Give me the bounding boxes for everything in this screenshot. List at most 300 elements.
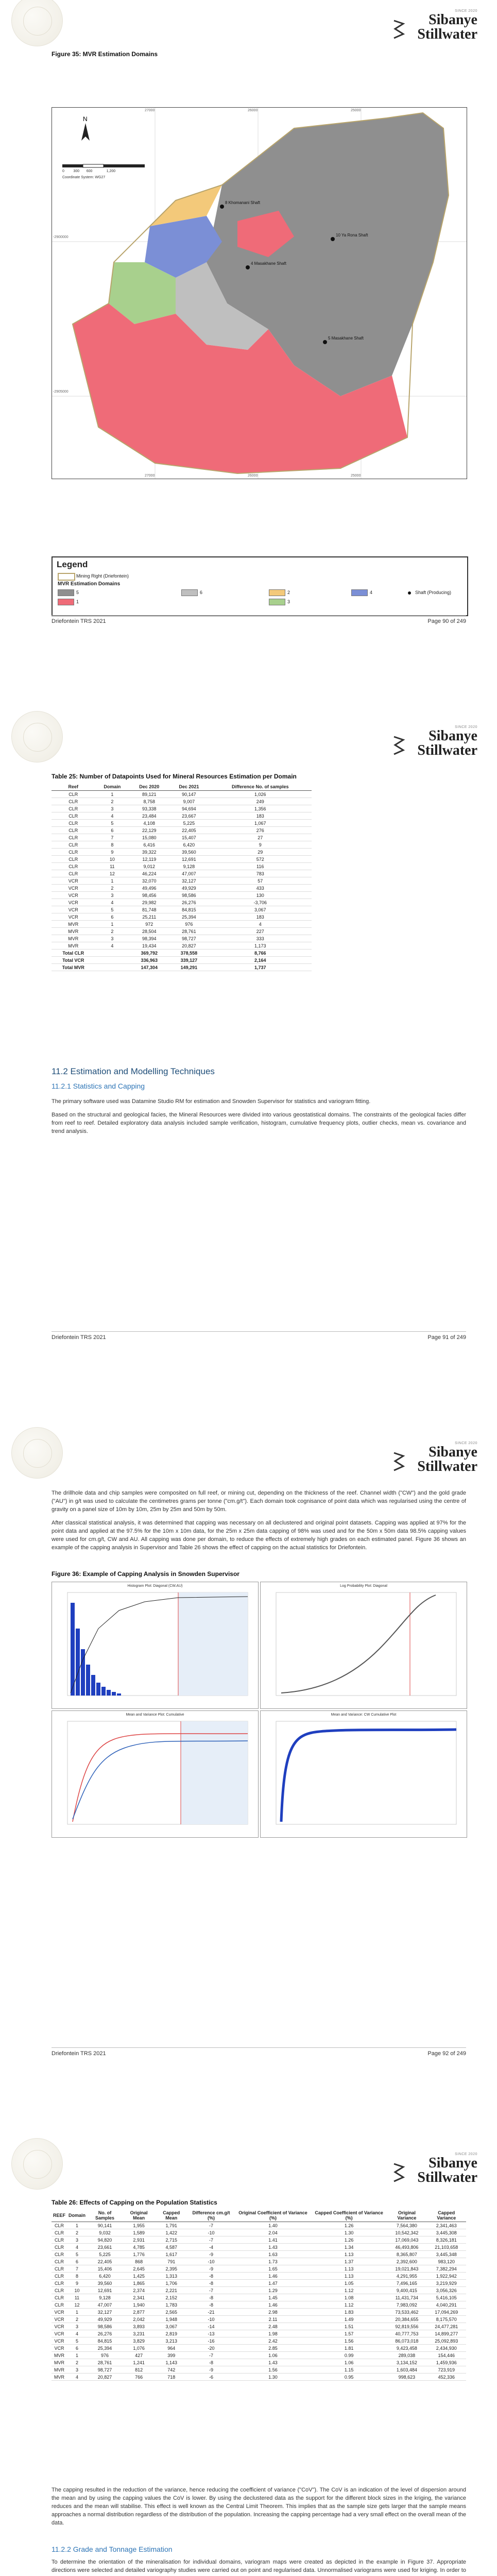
table-cell: 4	[67, 2244, 87, 2251]
table-row	[52, 834, 312, 841]
table-cell: 12,691	[169, 856, 209, 863]
mean-variance-canvas	[52, 1711, 258, 1837]
mean-variance-plot: Mean and Variance Plot: Cumulative	[52, 1710, 259, 1838]
table-cell: 3	[67, 2366, 87, 2374]
table-row	[52, 2359, 466, 2366]
table-row	[52, 2258, 466, 2265]
table-cell: 1.29	[235, 2287, 311, 2294]
table-cell: CLR	[52, 820, 95, 827]
legend-item-1: 1	[76, 599, 79, 604]
table-row	[52, 820, 312, 827]
figure-35-title: Figure 35: MVR Estimation Domains	[52, 50, 158, 58]
table-cell: 1.15	[311, 2366, 387, 2374]
table-cell: -9	[187, 2251, 235, 2258]
table-cell: 32,070	[129, 877, 169, 885]
table-cell: 742	[155, 2366, 187, 2374]
table-cell: 1.30	[235, 2374, 311, 2381]
table-cell: 6	[67, 2345, 87, 2352]
column-header: Capped Mean	[155, 2209, 187, 2222]
table-cell: CLR	[52, 2301, 67, 2309]
table-cell: 5	[95, 906, 129, 913]
table-cell: 2,341,463	[427, 2222, 466, 2229]
table-row	[52, 899, 312, 906]
table-cell: 336,963	[129, 957, 169, 964]
table-cell: 15,406	[87, 2265, 123, 2273]
table-cell: 868	[123, 2258, 156, 2265]
table-cell: 2.11	[235, 2316, 311, 2323]
table-cell: 3,067	[209, 906, 312, 913]
table-cell: CLR	[52, 2251, 67, 2258]
table-cell: VCR	[52, 877, 95, 885]
table-cell: 17,094,269	[427, 2309, 466, 2316]
table-cell: 84,815	[87, 2337, 123, 2345]
table-cell: 6,420	[87, 2273, 123, 2280]
table-cell: 98,727	[87, 2366, 123, 2374]
table-cell: 1,026	[209, 791, 312, 798]
map-legend	[52, 556, 468, 616]
table-cell: 1,706	[155, 2280, 187, 2287]
table-cell: 20,827	[169, 942, 209, 950]
table-cell: 4,040,291	[427, 2301, 466, 2309]
grid-label-left-2: -2905000	[53, 390, 68, 394]
shaft-label-2: 10 Ya Rona Shaft	[336, 233, 368, 238]
table-row	[52, 2273, 466, 2280]
table-cell: CLR	[52, 856, 95, 863]
table-cell: VCR	[52, 913, 95, 921]
table-cell: 227	[209, 928, 312, 935]
page-93	[0, 2143, 497, 2576]
table-row	[52, 856, 312, 863]
table-cell: 572	[209, 856, 312, 863]
legend-shaft-label: Shaft (Producing)	[415, 590, 452, 595]
table-cell: 1.41	[235, 2236, 311, 2244]
table-cell: 2	[67, 2316, 87, 2323]
table-cell: Total VCR	[52, 957, 95, 964]
legend-title: Legend	[57, 560, 88, 569]
table-row	[52, 2374, 466, 2381]
table-cell: 29,982	[129, 899, 169, 906]
table-cell: 1.06	[311, 2359, 387, 2366]
table-cell: 972	[129, 921, 169, 928]
table-cell: 1.73	[235, 2258, 311, 2265]
legend-swatch-6	[181, 589, 198, 596]
table-cell: 1,922,942	[427, 2273, 466, 2280]
table-cell: 11	[95, 863, 129, 870]
logo-tagline: SINCE 2020	[455, 9, 477, 13]
map-canvas	[52, 108, 467, 479]
table-cell: 5,225	[169, 820, 209, 827]
table-cell: 4,291,955	[387, 2273, 426, 2280]
table-cell: 47,007	[87, 2301, 123, 2309]
table-cell: -7	[187, 2222, 235, 2229]
table-cell: 2,341	[123, 2294, 156, 2301]
table-row	[52, 2345, 466, 2352]
table-cell: -16	[187, 2337, 235, 2345]
logo-mark-icon	[392, 2160, 405, 2184]
total-row	[52, 957, 312, 964]
table-row	[52, 2330, 466, 2337]
table-cell: 7,564,380	[387, 2222, 426, 2229]
table-cell: 2	[95, 928, 129, 935]
table-cell: CLR	[52, 805, 95, 812]
table-cell: -7	[187, 2287, 235, 2294]
grid-label-bottom-3: 25000	[351, 474, 361, 478]
table-cell: 1,603,484	[387, 2366, 426, 2374]
table-cell: 130	[209, 892, 312, 899]
table-cell: 1.13	[311, 2265, 387, 2273]
table-cell: -7	[187, 2352, 235, 2359]
table-cell: 25,394	[87, 2345, 123, 2352]
table-cell: 46,493,806	[387, 2244, 426, 2251]
table-cell: 25,211	[129, 913, 169, 921]
table-cell: 1.37	[311, 2258, 387, 2265]
table-cell: 4,785	[123, 2244, 156, 2251]
table-row	[52, 928, 312, 935]
table-cell: -9	[187, 2265, 235, 2273]
legend-item-4: 4	[370, 590, 373, 595]
table-cell: 369,792	[129, 950, 169, 957]
capping-results-text	[52, 2486, 466, 2532]
table-cell: 1	[95, 921, 129, 928]
table-cell: 46,224	[129, 870, 169, 877]
table-cell: 289,038	[387, 2352, 426, 2359]
paragraph: The primary software used was Datamine Studio RM for estimation and Snowden Supervisor for statistics and variogram fitting.	[52, 1098, 371, 1105]
column-header: Difference No. of samples	[209, 783, 312, 791]
table-cell: 1,737	[209, 964, 312, 971]
table-26-title: Table 26: Effects of Capping on the Population Statistics	[52, 2199, 217, 2206]
table-row	[52, 2236, 466, 2244]
table-cell: 3	[95, 935, 129, 942]
table-cell: 8,758	[129, 798, 169, 805]
table-cell: 1.12	[311, 2287, 387, 2294]
table-cell: 2.98	[235, 2309, 311, 2316]
table-cell: 154,446	[427, 2352, 466, 2359]
table-cell: 4	[209, 921, 312, 928]
subsection-11-2-2-heading: 11.2.2 Grade and Tonnage Estimation	[52, 2545, 173, 2553]
table-row	[52, 913, 312, 921]
table-cell: 1.05	[311, 2280, 387, 2287]
table-row	[52, 812, 312, 820]
figure-36-title: Figure 36: Example of Capping Analysis in Snowden Supervisor	[52, 1570, 239, 1578]
table-row	[52, 2251, 466, 2258]
table-cell: 1.98	[235, 2330, 311, 2337]
table-cell: MVR	[52, 2359, 67, 2366]
table-cell: 86,073,018	[387, 2337, 426, 2345]
table-cell: 249	[209, 798, 312, 805]
table-row	[52, 2222, 466, 2229]
logo-watermark	[11, 1427, 63, 1479]
table-cell: 1.57	[311, 2330, 387, 2337]
table-row	[52, 885, 312, 892]
table-cell: 1	[67, 2222, 87, 2229]
table-cell: 89,121	[129, 791, 169, 798]
table-cell: 12,691	[87, 2287, 123, 2294]
table-cell: MVR	[52, 2374, 67, 2381]
table-row	[52, 2294, 466, 2301]
table-cell: 378,558	[169, 950, 209, 957]
table-cell: 81,748	[129, 906, 169, 913]
column-header: Dec 2020	[129, 783, 169, 791]
table-cell: 3	[67, 2236, 87, 2244]
table-cell: 3,219,929	[427, 2280, 466, 2287]
table-cell: 1.26	[311, 2222, 387, 2229]
table-cell: 20,384,655	[387, 2316, 426, 2323]
table-cell: 2,221	[155, 2287, 187, 2294]
table-cell: VCR	[52, 906, 95, 913]
histogram-canvas	[52, 1582, 258, 1708]
table-cell: -14	[187, 2323, 235, 2330]
table-cell: 1,313	[155, 2273, 187, 2280]
table-cell: 1	[67, 2309, 87, 2316]
subsection-11-2-1-heading: 11.2.1 Statistics and Capping	[52, 1082, 145, 1090]
table-cell	[95, 964, 129, 971]
table-cell: 29	[209, 849, 312, 856]
table-row	[52, 798, 312, 805]
table-cell: CLR	[52, 2280, 67, 2287]
shaft-label-3: 4 Masakhane Shaft	[251, 261, 286, 266]
table-cell: 976	[169, 921, 209, 928]
table-cell: 8,766	[209, 950, 312, 957]
table-cell: 7,382,294	[427, 2265, 466, 2273]
table-cell: 1.06	[235, 2352, 311, 2359]
total-row	[52, 964, 312, 971]
table-cell: 7	[95, 834, 129, 841]
table-cell: CLR	[52, 2229, 67, 2236]
table-cell: 998,623	[387, 2374, 426, 2381]
table-cell: 0.95	[311, 2374, 387, 2381]
table-cell: -8	[187, 2294, 235, 2301]
table-cell: 1.63	[235, 2251, 311, 2258]
grid-label-bottom-1: 27000	[145, 474, 155, 478]
grid-label-top-1: 27000	[145, 109, 155, 112]
table-cell: 5,416,105	[427, 2294, 466, 2301]
table-cell: 3,231	[123, 2330, 156, 2337]
table-cell: 1,076	[123, 2345, 156, 2352]
table-cell: 791	[155, 2258, 187, 2265]
table-cell: 94,820	[87, 2236, 123, 2244]
table-cell: CLR	[52, 870, 95, 877]
table-cell: 1.30	[311, 2229, 387, 2236]
paragraph: After classical statistical analysis, it was determined that capping was necessary on all declustered and original point datasets. Capping was applied at 97% for the point data and applied at the 97.5% for the 10m x 10m data, for the 25m x 25m data capping of 98% was used and for the 50m x 50m data 98.5% capping values were used for cm.g/t, CW and AU. All capping was done per domain, to reduce the effects of extremely high grades on each estimated panel. Figure 36 shows an example of the capping analysis in Supervisor and Table 26 shows the effect of capping on the actual statistics for Driefontein.	[52, 1520, 466, 1551]
table-cell: -8	[187, 2359, 235, 2366]
table-cell: 84,815	[169, 906, 209, 913]
table-cell: 116	[209, 863, 312, 870]
table-cell: CLR	[52, 2287, 67, 2294]
table-cell: 1,173	[209, 942, 312, 950]
table-cell: 1,425	[123, 2273, 156, 2280]
table-cell: 3,134,152	[387, 2359, 426, 2366]
table-cell: VCR	[52, 2309, 67, 2316]
table-cell	[95, 950, 129, 957]
table-cell: -6	[187, 2374, 235, 2381]
table-cell: 3,829	[123, 2337, 156, 2345]
table-cell: 11,431,734	[387, 2294, 426, 2301]
table-cell: 98,586	[87, 2323, 123, 2330]
table-cell: CLR	[52, 798, 95, 805]
table-cell: 9,423,458	[387, 2345, 426, 2352]
table-cell: 2,877	[123, 2309, 156, 2316]
table-cell: 276	[209, 827, 312, 834]
table-cell: 10	[95, 856, 129, 863]
table-cell: CLR	[52, 2222, 67, 2229]
table-cell: 39,322	[129, 849, 169, 856]
table-cell: 4	[67, 2330, 87, 2337]
table-cell: 12	[95, 870, 129, 877]
table-cell: 10	[67, 2287, 87, 2294]
table-cell: 1.83	[311, 2309, 387, 2316]
table-cell: MVR	[52, 928, 95, 935]
table-cell: 26,276	[169, 899, 209, 906]
table-cell: 2	[67, 2359, 87, 2366]
table-cell: 9,032	[87, 2229, 123, 2236]
column-header: Original Variance	[387, 2209, 426, 2222]
shaft-label-4: 5 Masakhane Shaft	[328, 336, 364, 341]
table-cell: 9,128	[87, 2294, 123, 2301]
table-row	[52, 2229, 466, 2236]
table-cell: 1.40	[235, 2222, 311, 2229]
table-cell: VCR	[52, 2316, 67, 2323]
table-cell: 2.85	[235, 2345, 311, 2352]
table-row	[52, 892, 312, 899]
table-cell: 8,365,807	[387, 2251, 426, 2258]
table-cell: 3	[67, 2323, 87, 2330]
table-cell: 11	[67, 2294, 87, 2301]
column-header: Difference cm.g/t (%)	[187, 2209, 235, 2222]
table-cell: 333	[209, 935, 312, 942]
table-cell: 22,405	[87, 2258, 123, 2265]
paragraph: Based on the structural and geological facies, the Mineral Resources were divided into various geostatistical domains. The constraints of the geological facies differ from reef to reef. Detailed exploratory data analysis included sample verification, histogram, cumulative frequency plots, outlier checks, mean vs. covariance and trend analysis.	[52, 1112, 466, 1134]
table-cell: 1	[67, 2352, 87, 2359]
table-cell: 2,152	[155, 2294, 187, 2301]
table-cell: 49,496	[129, 885, 169, 892]
scale-bar	[62, 164, 145, 167]
table-cell: 1.26	[311, 2236, 387, 2244]
table-row	[52, 2316, 466, 2323]
scale-ticks: 0 300 600 1,200	[62, 170, 116, 173]
table-cell: 3,067	[155, 2323, 187, 2330]
table-cell: -9	[187, 2366, 235, 2374]
table-cell: CLR	[52, 849, 95, 856]
table-cell: 1,241	[123, 2359, 156, 2366]
table-cell: -8	[187, 2273, 235, 2280]
table-cell: 2	[95, 798, 129, 805]
column-header: Original Mean	[123, 2209, 156, 2222]
table-cell: 4,587	[155, 2244, 187, 2251]
table-cell: 2.42	[235, 2337, 311, 2345]
table-cell: 25,394	[169, 913, 209, 921]
table-cell: 3,445,308	[427, 2229, 466, 2236]
paragraph: The drillhole data and chip samples were composited on full reef, or mining cut, depending on the thickness of the reef. Channel width ("CW") and the gold grade ("AU") in g/t was used to calculate the centimetres grams per tonne ("cm.g/t"). Each domain took cognisance of point data which was regularised using the centre of gravity on a panel size of 10m by 10m, 25m by 25m and 50m by 50m.	[52, 1490, 466, 1513]
table-cell: 98,727	[169, 935, 209, 942]
footer-page-92: Driefontein TRS 2021 Page 92 of 249	[52, 2047, 466, 2057]
table-cell: 1,948	[155, 2316, 187, 2323]
table-cell: 9,128	[169, 863, 209, 870]
page-90	[0, 0, 497, 670]
table-cell: 183	[209, 812, 312, 820]
table-cell: 4	[95, 812, 129, 820]
mvr-domain-map	[52, 107, 467, 479]
table-cell: 2.48	[235, 2323, 311, 2330]
table-cell: 433	[209, 885, 312, 892]
company-logo: SINCE 2020 Sibanye Stillwater	[374, 2153, 477, 2189]
legend-domains-title: MVR Estimation Domains	[58, 581, 121, 587]
table-cell: 1,865	[123, 2280, 156, 2287]
table-cell: CLR	[52, 2294, 67, 2301]
table-cell: CLR	[52, 2273, 67, 2280]
table-cell: 1,067	[209, 820, 312, 827]
legend-item-3: 3	[287, 599, 290, 604]
table-cell: 4	[95, 942, 129, 950]
svg-text:N: N	[83, 115, 88, 123]
table-cell: 1,940	[123, 2301, 156, 2309]
table-cell: 1.49	[311, 2316, 387, 2323]
table-cell: 21,103,658	[427, 2244, 466, 2251]
table-cell: 28,761	[87, 2359, 123, 2366]
table-cell: 1.43	[235, 2244, 311, 2251]
grid-label-top-3: 25000	[351, 109, 361, 112]
table-cell: 22,129	[129, 827, 169, 834]
column-header: Capped Variance	[427, 2209, 466, 2222]
table-cell: 2,395	[155, 2265, 187, 2273]
column-header: Reef	[52, 783, 95, 791]
table-cell: 39,560	[169, 849, 209, 856]
legend-item-2: 2	[287, 590, 290, 595]
table-cell: 6	[95, 827, 129, 834]
table-cell: 1,791	[155, 2222, 187, 2229]
table-cell: -8	[187, 2301, 235, 2309]
table-cell: 17,069,043	[387, 2236, 426, 2244]
table-cell: 40,777,753	[387, 2330, 426, 2337]
table-cell: 8	[67, 2273, 87, 2280]
table-cell: 15,407	[169, 834, 209, 841]
column-header: Domain	[67, 2209, 87, 2222]
table-row	[52, 2301, 466, 2309]
logo-word-2: Stillwater	[417, 26, 477, 42]
table-cell: 812	[123, 2366, 156, 2374]
log-probability-plot: Log Probability Plot: Diagonal	[260, 1582, 467, 1709]
total-row	[52, 950, 312, 957]
table-cell: 783	[209, 870, 312, 877]
table-cell: 6,420	[169, 841, 209, 849]
paragraph: To determine the orientation of the mineralisation for individual domains, variogram maps were created as depicted in the example in Figure 37. Appropriate directions were selected and detailed variography studies were carried out on point and regularised data. Unnormalised variograms were used for kriging. In order to	[52, 2559, 466, 2573]
table-cell: 24,477,281	[427, 2323, 466, 2330]
column-header: Original Coefficient of Variance (%)	[235, 2209, 311, 2222]
table-cell: 20,827	[87, 2374, 123, 2381]
table-cell: 1.45	[235, 2294, 311, 2301]
table-cell: 1.13	[311, 2251, 387, 2258]
table-cell: 9	[209, 841, 312, 849]
table-cell: 1,422	[155, 2229, 187, 2236]
table-cell: 12,119	[129, 856, 169, 863]
table-cell: 1.13	[311, 2273, 387, 2280]
logo-word-1: Sibanye	[429, 12, 477, 28]
legend-swatch-1	[58, 599, 74, 605]
shaft-legend-icon	[408, 591, 411, 595]
table-cell: 2,392,600	[387, 2258, 426, 2265]
table-cell: 26,276	[87, 2330, 123, 2337]
table-cell: MVR	[52, 935, 95, 942]
table-row	[52, 2366, 466, 2374]
table-cell: 718	[155, 2374, 187, 2381]
table-cell: 339,127	[169, 957, 209, 964]
table-cell: 1,459,936	[427, 2359, 466, 2366]
column-header: No. of Samples	[87, 2209, 123, 2222]
table-row	[52, 2244, 466, 2251]
table-cell: -10	[187, 2258, 235, 2265]
legend-item-6: 6	[200, 590, 203, 595]
table-cell: 9	[67, 2280, 87, 2287]
table-cell: 1.47	[235, 2280, 311, 2287]
